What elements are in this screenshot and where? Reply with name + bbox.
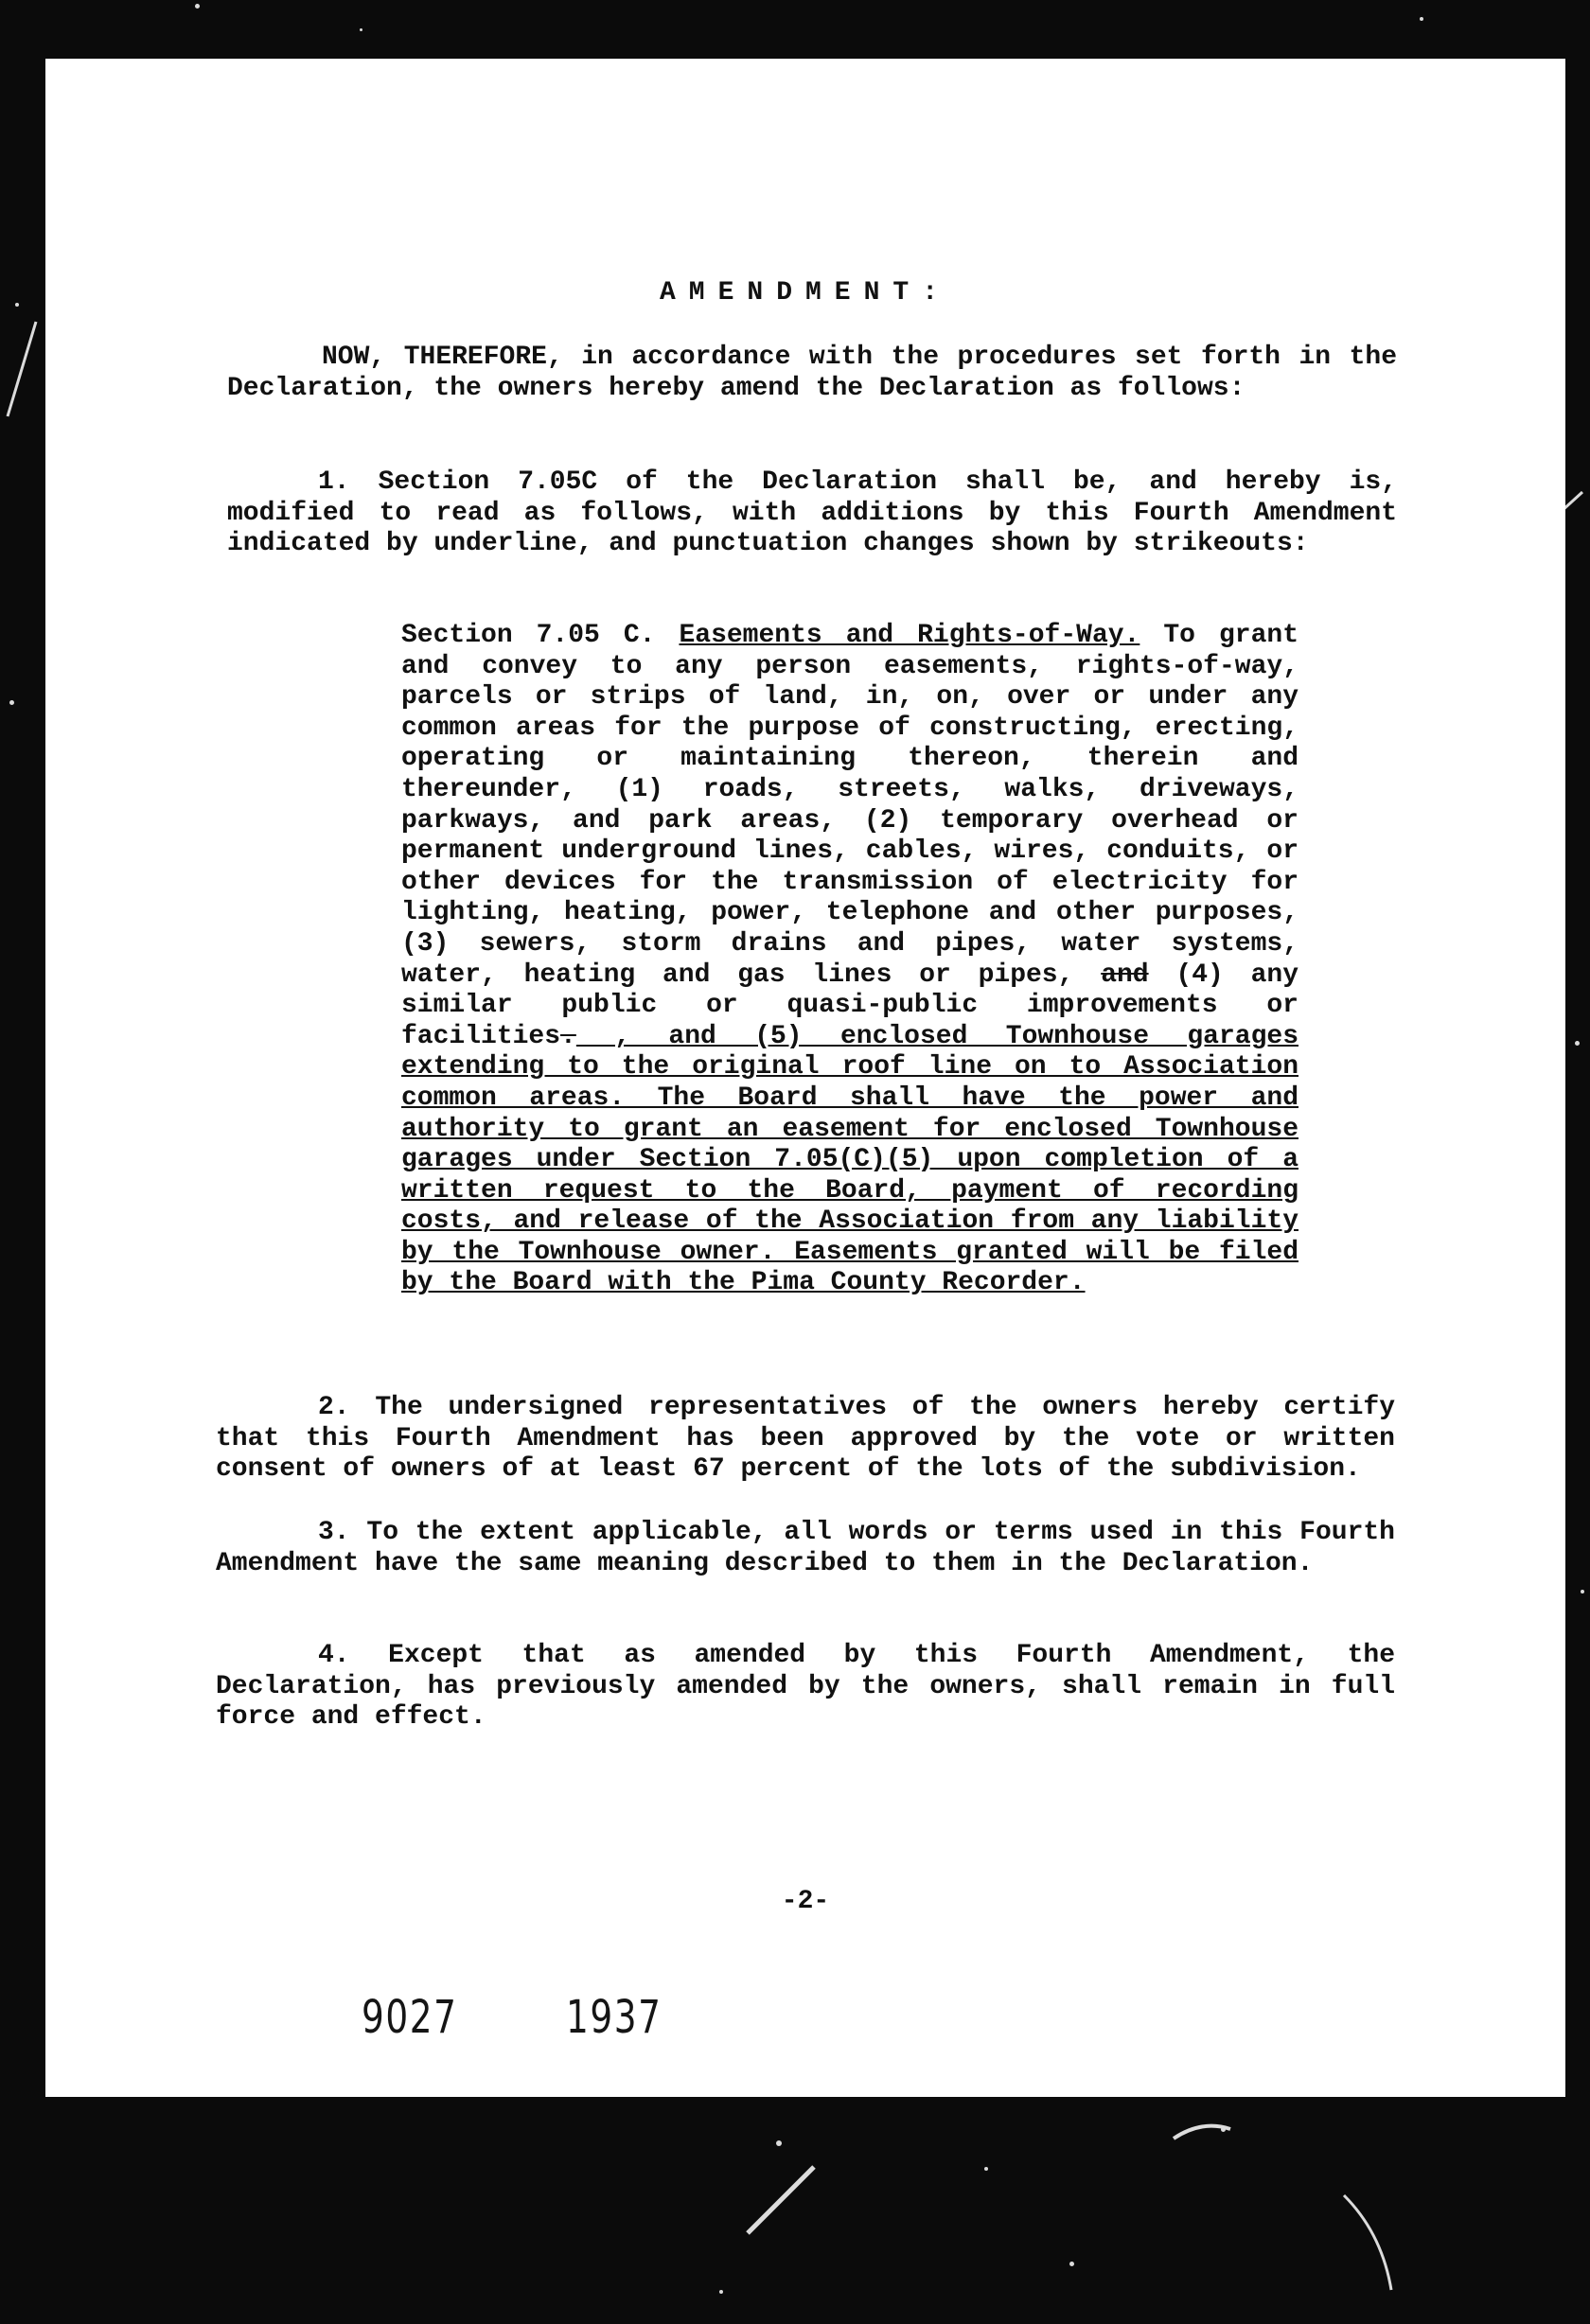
item-2-paragraph: 2. The undersigned representatives of the owners hereby certify that this Fourth Amendment has been approved by the vote or written consent of owners of at least 67 percent of the lots of the subdivision. [216,1393,1395,1485]
struck-period: . [560,1021,576,1051]
item-4-paragraph: 4. Except that as amended by this Fourth Amendment, the Declaration, has previously amended by the owners, shall remain in full force and effect. [216,1641,1395,1733]
quoted-section-7-05c [401,621,1298,1299]
document-content [45,59,1565,2097]
section-body-2: (4) any similar public or quasi-public improvements or facilities [401,960,1298,1051]
section-body-1: To grant and convey to any person easements, rights-of-way, parcels or strips of land, in, on, over or under any common areas for the purpose of constructing, erecting, operating or maintaining thereon, therein and thereunder, (1) roads, streets, walks, driveways, parkways, and park areas, (2) temporary overhead or permanent underground lines, cables, wires, conduits, or other devices for the transmission of electricity for lighting, heating, power, telephone and other purposes, (3) sewers, storm drains and pipes, water systems, water, heating and gas lines or pipes, [401,621,1298,990]
scan-edge-stroke [1344,2195,1391,2290]
section-prefix: Section 7.05 C. [401,621,680,650]
item-1-paragraph: 1. Section 7.05C of the Declaration shall be, and hereby is, modified to read as follows, with additions by this Fourth Amendment indicated by underline, and punctuation changes shown by strikeouts: [227,467,1397,559]
recording-page-number: 1937 [566,1991,662,2044]
document-page [45,59,1565,2097]
document-heading: AMENDMENT: [659,278,952,308]
scan-edge-stroke [1174,2126,1230,2139]
page-number: -2- [781,1887,830,1916]
scan-edge-stroke [748,2167,814,2233]
item-3-paragraph: 3. To the extent applicable, all words or terms used in this Fourth Amendment have the same meaning described to them in the Declaration. [216,1518,1395,1578]
section-title: Easements and Rights-of-Way. [679,621,1140,650]
intro-paragraph: NOW, THEREFORE, in accordance with the procedures set forth in the Declaration, the owners hereby amend the Declaration as follows: [227,343,1397,403]
scan-edge-stroke [8,322,36,416]
recording-docket-number: 9027 [362,1991,458,2044]
struck-and: and [1101,960,1149,990]
added-underlined-text: , and (5) enclosed Townhouse garages extending to the original roof line on to Association common areas. The Board shall have the power and authority to grant an easement for enclosed Townhouse garages under Section 7.05(C)(5) upon completion of a written request to the Board, payment of recording costs, and release of the Association from any liability by the Townhouse owner. Easements granted will be filed by the Board with the Pima County Recorder. [401,1021,1298,1298]
